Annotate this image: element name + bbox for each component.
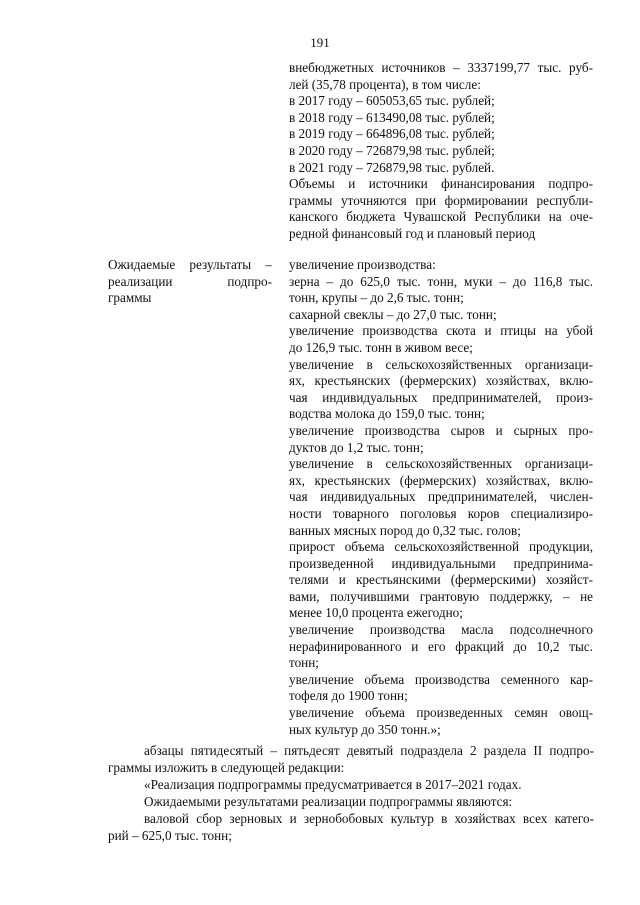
results-text [289,257,593,738]
text-line: Объемы и источники финансирования подпро- [289,176,593,192]
text-line: произведенной индивидуальными предпринима- [289,555,593,571]
text-line: менее 10,0 процента ежегодно; [289,605,463,621]
paragraph-line: граммы изложить в следующей редакции: [108,760,345,775]
text-line: до 126,9 тыс. тонн в живом весе; [289,339,473,355]
page-number: 191 [310,35,330,50]
text-line: увеличение в сельскохозяйственных организаци- [289,356,593,372]
text-line: ях, крестьянских (фермерских) хозяйствах, вклю- [289,373,593,389]
text-line: канского бюджета Чувашской Республики на оче- [289,209,593,225]
text-line: прирост объема сельскохозяйственной продукции, [289,539,593,555]
text-line: тонн; [289,655,319,671]
text-line: зерна – до 625,0 тыс. тонн, муки – до 116,8 тыс. [289,273,593,289]
text-line: чая индивидуальных предпринимателей, числен- [289,489,593,505]
text-line: увеличение производства сыров и сырных про- [289,422,593,438]
text-line: граммы уточняются при формировании республи- [289,192,593,208]
label-line: реализации подпро- [108,273,272,289]
text-line: телями и крестьянскими (фермерскими) хозяйст- [289,572,593,588]
text-line: в 2017 году – 605053,65 тыс. рублей; [289,93,495,109]
text-line: нерафинированного и его фракций до 10,2 тыс. [289,638,593,654]
text-line: лей (35,78 процента), в том числе: [289,76,481,92]
text-line: в 2020 году – 726879,98 тыс. рублей; [289,142,495,158]
text-line: чая индивидуальных предпринимателей, произ- [289,389,593,405]
text-line: в 2018 году – 613490,08 тыс. рублей; [289,109,495,125]
text-line: в 2019 году – 664896,08 тыс. рублей; [289,126,495,142]
text-line: ванных мясных пород до 0,32 тыс. голов; [289,522,521,538]
body-paragraphs [108,742,594,844]
text-line: внебюджетных источников – 3337199,77 тыс. руб- [289,60,593,75]
text-line: дуктов до 1,2 тыс. тонн; [289,439,424,455]
text-line: увеличение объема произведенных семян овощ- [289,705,593,721]
financing-text [289,60,593,243]
text-line: тонн, крупы – до 2,6 тыс. тонн; [289,290,464,306]
text-line: увеличение производства масла подсолнечного [289,622,593,638]
paragraph-line: абзацы пятидесятый – пятьдесят девятый подраздела 2 раздела II подпро- [144,743,594,758]
text-line: водства молока до 159,0 тыс. тонн; [289,406,485,422]
text-line: вами, получившими грантовую поддержку, – не [289,588,593,604]
results-label [108,257,272,307]
paragraph-line: Ожидаемыми результатами реализации подпрограммы являются: [144,794,513,809]
text-line: ных культур до 350 тонн.»; [289,721,441,737]
text-line: увеличение в сельскохозяйственных организаци- [289,456,593,472]
text-line: в 2021 году – 726879,98 тыс. рублей. [289,159,495,175]
paragraph-line: рий – 625,0 тыс. тонн; [108,828,232,843]
paragraph-line: валовой сбор зерновых и зернобобовых культур в хозяйствах всех катего- [144,811,594,826]
label-line: Ожидаемые результаты – [108,257,272,272]
paragraph-line: «Реализация подпрограммы предусматривается в 2017–2021 годах. [144,777,522,792]
text-line: тофеля до 1900 тонн; [289,688,408,704]
text-line: ности товарного поголовья коров специализиро- [289,505,593,521]
text-line: увеличение производства скота и птицы на убой [289,323,593,339]
text-line: ях, крестьянских (фермерских) хозяйствах, вклю- [289,472,593,488]
text-line: увеличение объема производства семенного кар- [289,671,593,687]
text-line: увеличение производства: [289,257,436,272]
text-line: редной финансовый год и плановый период [289,225,536,241]
text-line: сахарной свеклы – до 27,0 тыс. тонн; [289,306,497,322]
label-line: граммы [108,290,152,306]
